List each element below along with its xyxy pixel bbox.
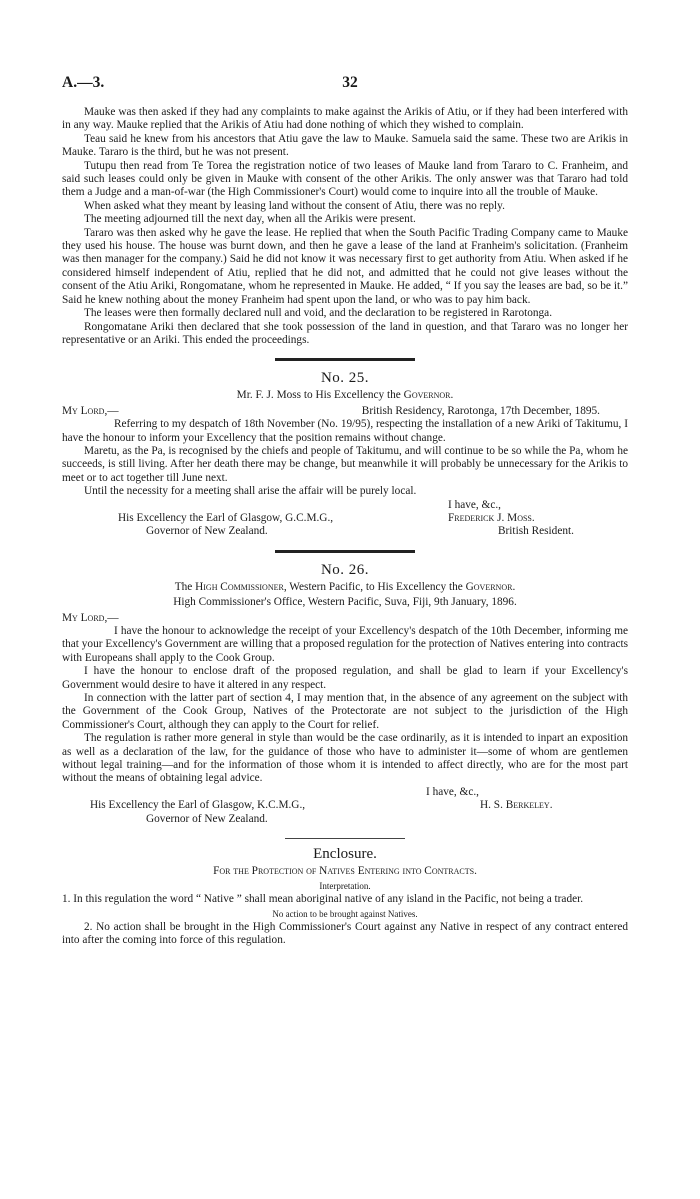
intro-paragraph: The meeting adjourned till the next day, when all the Arikis were present. xyxy=(84,213,416,226)
signer-name: H. S. Berkeley. xyxy=(480,799,553,812)
intro-paragraph: The leases were then formally declared null and void, and the declaration to be registered in Rarotonga. xyxy=(84,307,553,320)
letter-no-26 xyxy=(62,561,628,826)
letter-no-25 xyxy=(62,369,628,538)
page-header xyxy=(62,74,638,96)
page-content xyxy=(62,106,628,948)
addressee-line: His Excellency the Earl of Glasgow, G.C.M.G., xyxy=(118,511,334,524)
intro-paragraph: Tutupu then read from Te Torea the registration notice of two leases of Mauke land from Tararo to C. Franheim, and said such leases could only be given in Mauke with consent of the other Arikis. The only answer was that Tararo had told them a Judge and a man-of-war (the High Commissioner's Court) would come to inquire into all the trouble of Mauke. xyxy=(62,159,628,199)
page-number: 32 xyxy=(342,74,358,91)
closing-row xyxy=(62,499,628,512)
enclosure-heading: For the Protection of Natives Entering into Contracts. xyxy=(213,864,477,877)
enclosure-subheading: No action to be brought against Natives. xyxy=(272,908,418,919)
salutation: My Lord,— xyxy=(62,611,119,624)
subtitle-text: Mr. F. J. Moss to His Excellency the xyxy=(236,389,404,402)
letter-number: No. 26. xyxy=(320,561,370,578)
signature-row xyxy=(62,512,628,525)
letter-paragraph: Referring to my despatch of 18th November (No. 19/95), respecting the installation of a new Ariki of Takitumu, I have the honour to inform your Excellency that the position remains without change. xyxy=(62,418,628,444)
intro-section xyxy=(62,106,628,347)
addressee-title: Governor of New Zealand. xyxy=(146,812,268,825)
closing-row xyxy=(62,786,628,799)
letter-address: British Residency, Rarotonga, 17th December, 1895. xyxy=(361,404,600,417)
intro-paragraph: Teau said he knew from his ancestors that Atiu gave the law to Mauke. Samuela said the same. These two are Arikis in Mauke. Tararo is the third, but he was not present. xyxy=(62,132,628,159)
subtitle-text: , Western Pacific, to His Excellency the xyxy=(283,580,466,593)
letter-paragraph: The regulation is rather more general in style than would be the case ordinarily, as it is intended to inpart an exposition as well as a declaration of the law, for the guidance of those who have to administer it—some of whom are gentlemen without legal training—and for the information of those whom it is intended to affect directly, who are for the most part without the means of obtaining legal advice. xyxy=(62,732,628,785)
salutation-row xyxy=(62,612,628,625)
enclosure-title: Enclosure. xyxy=(313,845,377,862)
letter-paragraph: I have the honour to enclose draft of the proposed regulation, and shall be glad to learn if your Excellency's Government would desire to have it altered in any respect. xyxy=(62,665,628,691)
signature-row xyxy=(62,799,628,812)
signature-title-row xyxy=(62,813,628,826)
closing: I have, &c., xyxy=(426,785,480,798)
report-code: A.—3. xyxy=(62,74,105,91)
subtitle-smallcaps: Governor. xyxy=(465,580,516,593)
letter-paragraph: I have the honour to acknowledge the receipt of your Excellency's despatch of the 10th December, informing me that your Excellency's Government are willing that a proposed regulation for the protection of Natives entering into contracts with Europeans shall apply to the Cook Group. xyxy=(62,624,628,664)
subtitle-smallcaps: Governor. xyxy=(403,389,454,402)
subtitle-text: The xyxy=(174,580,196,593)
salutation-row xyxy=(62,405,628,418)
addressee-line: His Excellency the Earl of Glasgow, K.C.M.G., xyxy=(90,799,306,812)
addressee-title: Governor of New Zealand. xyxy=(146,525,268,538)
intro-paragraph: Tararo was then asked why he gave the lease. He replied that when the South Pacific Trading Company came to Mauke they used his house. The house was burnt down, and then he gave a lease of the land at Franheim's solicitation. (Franheim was then manager for the company.) Said he did not know it was necessary first to get authority from Atiu. When asked if he considered himself independent of Atiu, replied that he did not, and admitted that he could not give leases without the consent of the Atiu Ariki, Rongomatane, whom he represented in Mauke. He added, “ If you say the leases are bad, so be it.” Said he knew nothing about the money Franheim had spent upon the land, or who was to pay him back. xyxy=(62,226,628,306)
signer-title: British Resident. xyxy=(498,525,574,538)
section-divider xyxy=(275,358,415,361)
regulation-paragraph: 1. In this regulation the word “ Native ” shall mean aboriginal native of any island in the Pacific, not being a trader. xyxy=(62,893,584,906)
letter-paragraph: Maretu, as the Pa, is recognised by the chiefs and people of Takitumu, and will continue to be so while the Pa, whom he succeeds, is still living. After her death there may be change, but meanwhile it will probably be unnecessary for the Arikis to meet or to act together till June next. xyxy=(62,444,628,484)
enclosure-subheading: Interpretation. xyxy=(319,881,371,892)
letter-subtitle xyxy=(62,389,628,402)
signature-title-row xyxy=(62,525,628,538)
letter-paragraph: In connection with the latter part of section 4, I may mention that, in the absence of any agreement on the subject with the Government of the Cook Group, Natives of the Protectorate are not subject to the jurisdiction of the High Commissioner's Court, although they can apply to the Court for relief. xyxy=(62,691,628,731)
enclosure-section xyxy=(62,845,628,948)
letter-paragraph: Until the necessity for a meeting shall arise the affair will be purely local. xyxy=(84,485,417,498)
letter-subtitle xyxy=(62,581,628,594)
salutation: My Lord,— xyxy=(62,404,119,417)
section-divider xyxy=(275,550,415,553)
letter-number: No. 25. xyxy=(320,370,370,387)
intro-paragraph: When asked what they meant by leasing land without the consent of Atiu, there was no reply. xyxy=(84,199,505,212)
intro-paragraph: Rongomatane Ariki then declared that she took possession of the land in question, and that Tararo was no longer her representative or an Ariki. This ended the proceedings. xyxy=(62,320,628,346)
subtitle-smallcaps: High Commissioner xyxy=(195,580,284,593)
closing: I have, &c., xyxy=(448,498,502,511)
section-divider xyxy=(285,838,405,839)
regulation-paragraph: 2. No action shall be brought in the High Commissioner's Court against any Native in respect of any contract entered into after the coming into force of this regulation. xyxy=(62,920,628,947)
letter-address: High Commissioner's Office, Western Pacific, Suva, Fiji, 9th January, 1896. xyxy=(173,596,517,609)
intro-paragraph: Mauke was then asked if they had any complaints to make against the Arikis of Atiu, or if they had been interfered with in any way. Mauke replied that the Arikis of Atiu had done nothing of which they wished to complain. xyxy=(62,106,628,132)
signer-name: Frederick J. Moss. xyxy=(448,511,535,524)
